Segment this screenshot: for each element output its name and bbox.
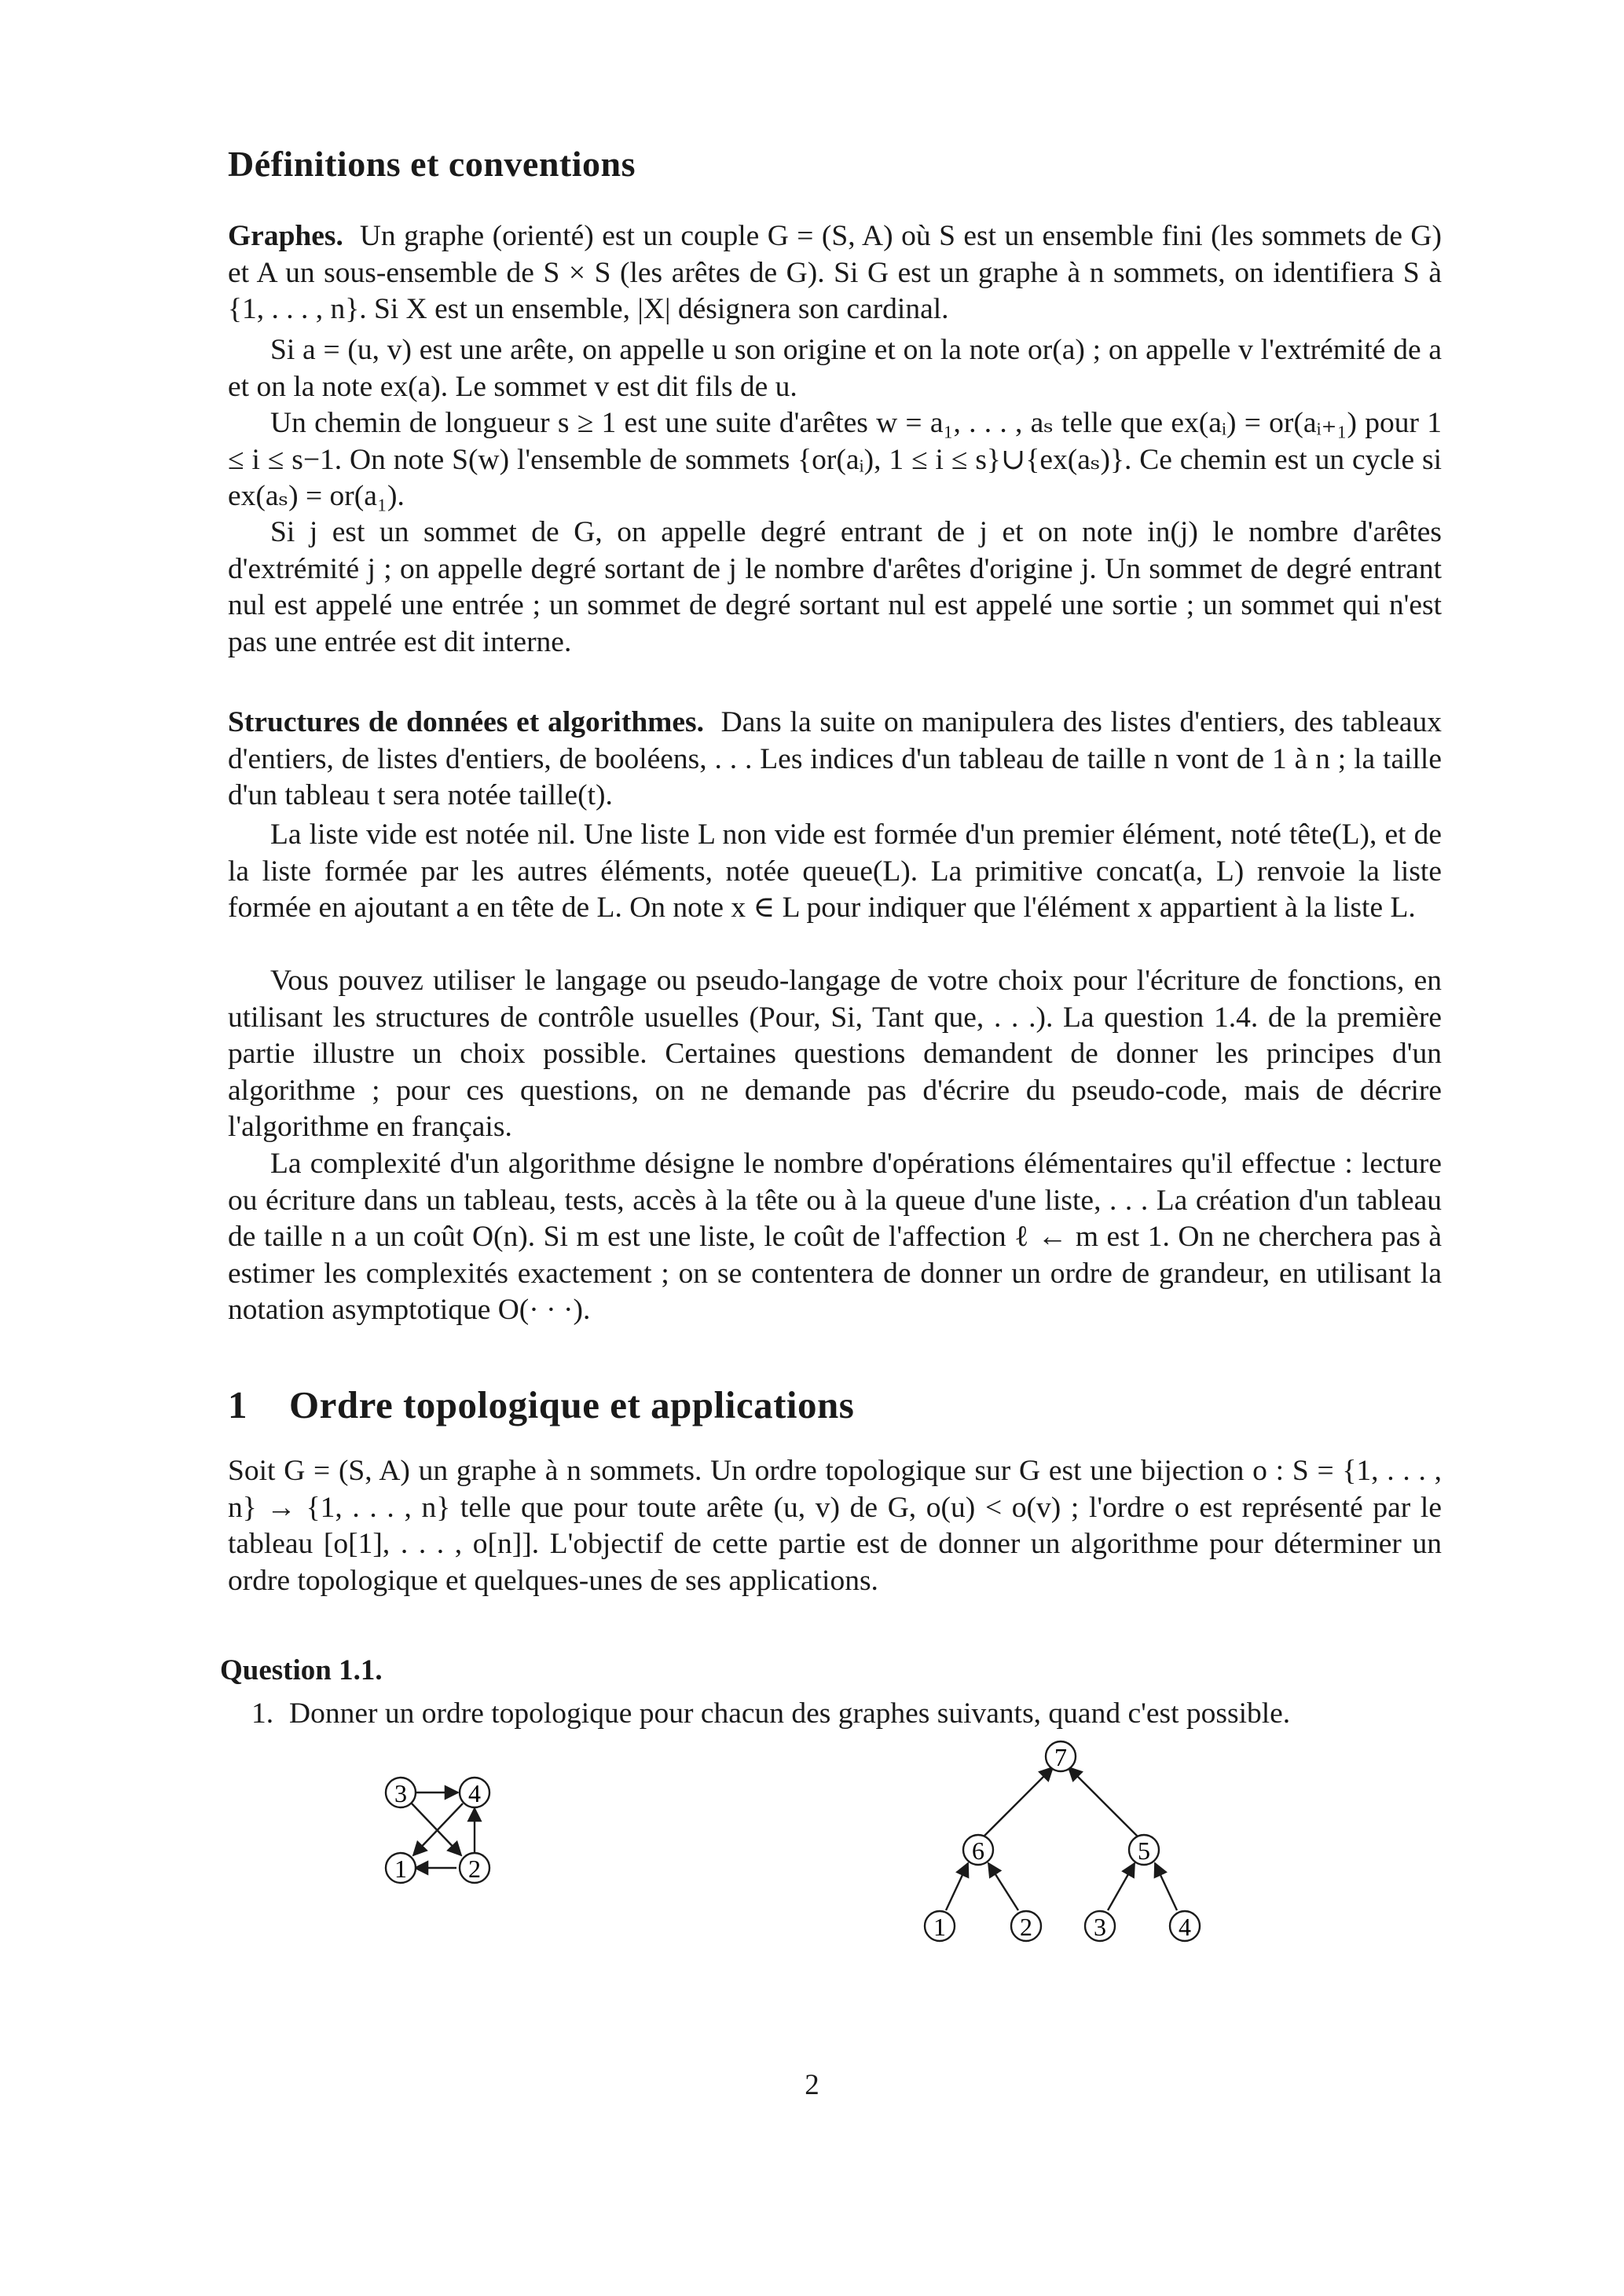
node-label: 5 [1138,1836,1150,1865]
section-number: 1 [228,1383,247,1426]
paragraph-text: Un graphe (orienté) est un couple G = (S, A) où S est un ensemble fini (les sommets de G) et A un sous-ensemble de S × S (les arêtes de G). Si G est un graphe à n sommets, on identifiera S à {1, . . . , n}. Si X est un ensemble, |X| désignera son cardinal. [228,220,1443,325]
graph-node [386,1778,416,1807]
edge-1-6 [946,1863,968,1910]
paragraph-chemin: Un chemin de longueur s ≥ 1 est une suite d'arêtes w = a₁, . . . , aₛ telle que ex(aᵢ) = or(aᵢ₊₁) pour 1 ≤ i ≤ s−1. On note S(w) l'ensemble de sommets {or(aᵢ), 1 ≤ i ≤ s}∪{ex(aₛ)}. Ce chemin est un cycle si ex(aₛ) = or(a₁). [228,407,1442,512]
page-number: 2 [805,2069,819,2101]
edge-5-7 [1069,1767,1138,1836]
question-title: Question 1.1. [220,1654,383,1686]
edge-4-5 [1155,1863,1177,1910]
node-label: 2 [468,1855,481,1883]
node-label: 4 [1179,1913,1191,1941]
section-title-definitions: Définitions et conventions [228,144,636,184]
edge-6-7 [984,1767,1053,1836]
graph-node [386,1853,416,1883]
graph-node [963,1835,993,1865]
paragraph-structures [228,705,1442,815]
graph-node [1170,1911,1200,1941]
graph-1 [377,1775,519,1893]
paragraph-lead: Structures de données et algorithmes. [228,706,705,738]
edge-4-1 [413,1803,463,1855]
section-title-ordre-topologique [228,1382,854,1427]
paragraph-graphes [228,218,1442,328]
node-label: 6 [972,1836,984,1865]
node-label: 3 [1094,1913,1106,1941]
graph-node [925,1911,955,1941]
paragraph-text: Dans la suite on manipulera des listes d'entiers, des tableaux d'entiers, de listes d'entiers, de booléens, . . . Les indices d'un tableau de taille n vont de 1 à n ; la taille d'un tableau t sera notée taille(t). [228,706,1442,811]
graph-node [1129,1835,1159,1865]
graph-node [1046,1741,1076,1771]
node-label: 1 [933,1913,946,1941]
edge-2-6 [988,1863,1018,1910]
node-label: 2 [1020,1913,1032,1941]
graph-node [460,1853,489,1883]
node-label: 1 [394,1855,407,1883]
graph-node [460,1778,489,1807]
paragraph-arete: Si a = (u, v) est une arête, on appelle u son origine et on la note or(a) ; on appelle v l'extrémité de a et on la note ex(a). Le sommet v est dit fils de u. [228,334,1442,403]
graph-2 [911,1736,1210,1948]
node-label: 7 [1054,1743,1067,1771]
question-item [251,1697,1290,1730]
paragraph-listes: La liste vide est notée nil. Une liste L non vide est formée d'un premier élément, noté tête(L), et de la liste formée par les autres éléments, notée queue(L). La primitive concat(a, L) renvoie la liste formée en ajoutant a en tête de L. On note x ∈ L pour indiquer que l'élément x appartient à la liste L. [228,818,1442,924]
edge-3-5 [1108,1863,1135,1910]
graph-node [1011,1911,1041,1941]
question-item-text: Donner un ordre topologique pour chacun des graphes suivants, quand c'est possible. [289,1697,1291,1730]
section-title-text: Ordre topologique et applications [289,1383,855,1426]
graph-node [1085,1911,1115,1941]
paragraph-ordre-topologique: Soit G = (S, A) un graphe à n sommets. Un ordre topologique sur G est une bijection o : S = {1, . . . , n} → {1, . . . , n} telle que pour toute arête (u, v) de G, o(u) < o(v) ; l'ordre o est représenté par le tableau [o[1], . . . , o[n]]. L'objectif de cette partie est de donner un algorithme pour déterminer un ordre topologique et quelques-unes de ses applications. [228,1455,1442,1597]
paragraph-lead: Graphes. [228,220,343,252]
paragraph-langage: Vous pouvez utiliser le langage ou pseudo-langage de votre choix pour l'écriture de fonctions, en utilisant les structures de contrôle usuelles (Pour, Si, Tant que, . . .). La question 1.4. de la première partie illustre un choix possible. Certaines questions demandent de donner les principes d'un algorithme ; pour ces questions, on ne demande pas d'écrire du pseudo-code, mais de décrire l'algorithme en français. [228,965,1442,1143]
node-label: 3 [394,1779,407,1807]
question-item-number: 1. [251,1697,274,1730]
edge-3-2 [412,1803,461,1855]
paragraph-degre: Si j est un sommet de G, on appelle degré entrant de j et on note in(j) le nombre d'arêtes d'extrémité j ; on appelle degré sortant de j le nombre d'arêtes d'origine j. Un sommet de degré entrant nul est appelé une entrée ; un sommet de degré sortant nul est appelé une sortie ; un sommet qui n'est pas une entrée est dit interne. [228,516,1442,658]
paragraph-complexite: La complexité d'un algorithme désigne le nombre d'opérations élémentaires qu'il effectue : lecture ou écriture dans un tableau, tests, accès à la tête ou à la queue d'une liste, . . . La création d'un tableau de taille n a un coût O(n). Si m est une liste, le coût de l'affection ℓ ← m est 1. On ne cherchera pas à estimer les complexités exactement ; on se contentera de donner un ordre de grandeur, en utilisant la notation asymptotique O(· · ·). [228,1148,1442,1326]
node-label: 4 [468,1779,481,1807]
